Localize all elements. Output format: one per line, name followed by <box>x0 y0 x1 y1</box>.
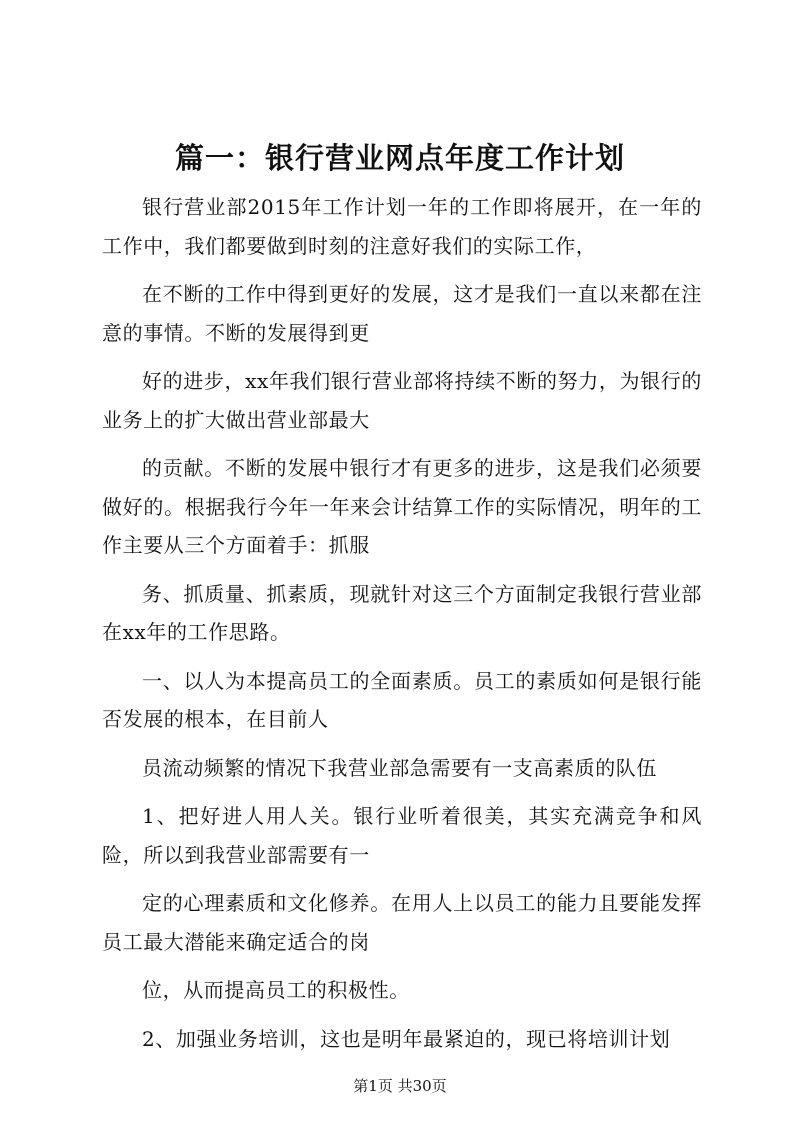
paragraph: 一、以人为本提高员工的全面素质。员工的素质如何是银行能否发展的根本，在目前人 <box>102 668 702 731</box>
paragraph: 在不断的工作中得到更好的发展，这才是我们一直以来都在注意的事情。不断的发展得到更 <box>102 282 702 345</box>
document-body <box>102 188 702 1068</box>
page-footer: 第1页 共30页 <box>353 1077 447 1095</box>
document-title: 篇一：银行营业网点年度工作计划 <box>174 141 625 175</box>
paragraph: 的贡献。不断的发展中银行才有更多的进步，这是我们必须要做好的。根据我行今年一年来会计结算工作的实际情况，明年的工作主要从三个方面着手：抓服 <box>102 456 702 557</box>
paragraph: 员流动频繁的情况下我营业部急需要有一支高素质的队伍 <box>142 755 657 780</box>
paragraph: 位，从而提高员工的积极性。 <box>142 978 410 1002</box>
paragraph: 好的进步，xx年我们银行营业部将持续不断的努力，为银行的业务上的扩大做出营业部最大 <box>102 369 702 432</box>
paragraph: 1、把好进人用人关。银行业听着很美，其实充满竞争和风险，所以到我营业部需要有一 <box>102 804 702 867</box>
paragraph: 银行营业部2015年工作计划一年的工作即将展开，在一年的工作中，我们都要做到时刻的注意好我们的实际工作， <box>102 195 702 258</box>
paragraph: 务、抓质量、抓素质，现就针对这三个方面制定我银行营业部在xx年的工作思路。 <box>102 581 702 644</box>
paragraph: 定的心理素质和文化修养。在用人上以员工的能力且要能发挥员工最大潜能来确定适合的岗 <box>102 891 702 954</box>
paragraph: 2、加强业务培训，这也是明年最紧迫的，现已将培训计划 <box>142 1026 671 1051</box>
